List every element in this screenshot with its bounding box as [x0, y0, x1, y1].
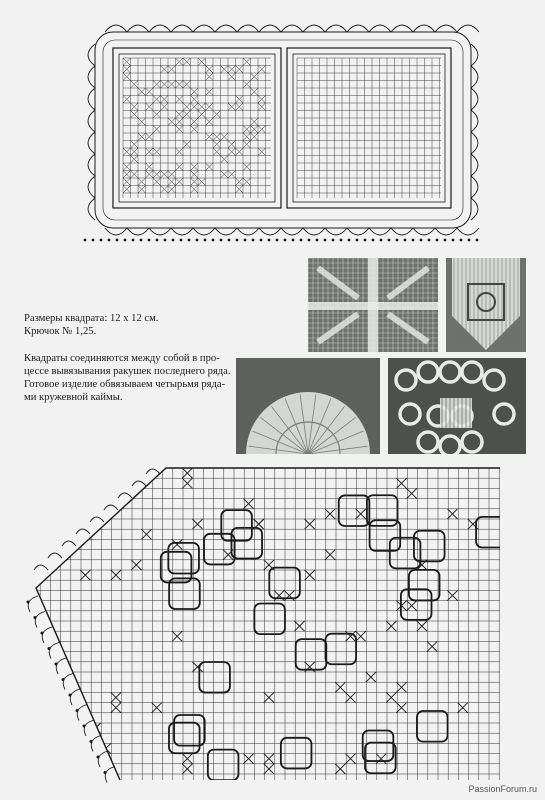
filet-runner-chart	[10, 460, 510, 788]
runner-lace-edge	[27, 468, 501, 783]
photo-filet-square-detail	[308, 258, 438, 352]
runner-grid	[30, 468, 507, 780]
filet-squares-chart	[55, 14, 503, 250]
assembly-text-line: Квадраты соединяются между собой в про-	[24, 353, 220, 364]
squares-grid	[113, 48, 451, 208]
watermark-text: PassionForum.ru	[468, 784, 537, 794]
assembly-text-line: Готовое изделие обвязываем четырьмя ряда-	[24, 379, 226, 390]
assembly-text-line: ми кружевной каймы.	[24, 392, 123, 403]
hook-size-text: Крючок № 1,25.	[24, 326, 97, 337]
square-size-text: Размеры квадрата: 12 x 12 см.	[24, 313, 159, 324]
photo-ring-motif-detail	[388, 358, 526, 454]
instructions-text	[24, 312, 242, 418]
photo-pineapple-edging-detail	[236, 358, 380, 454]
assembly-text-line: цессе вывязывания ракушек последнего ряда.	[24, 366, 231, 377]
photo-runner-end-detail	[446, 258, 526, 352]
